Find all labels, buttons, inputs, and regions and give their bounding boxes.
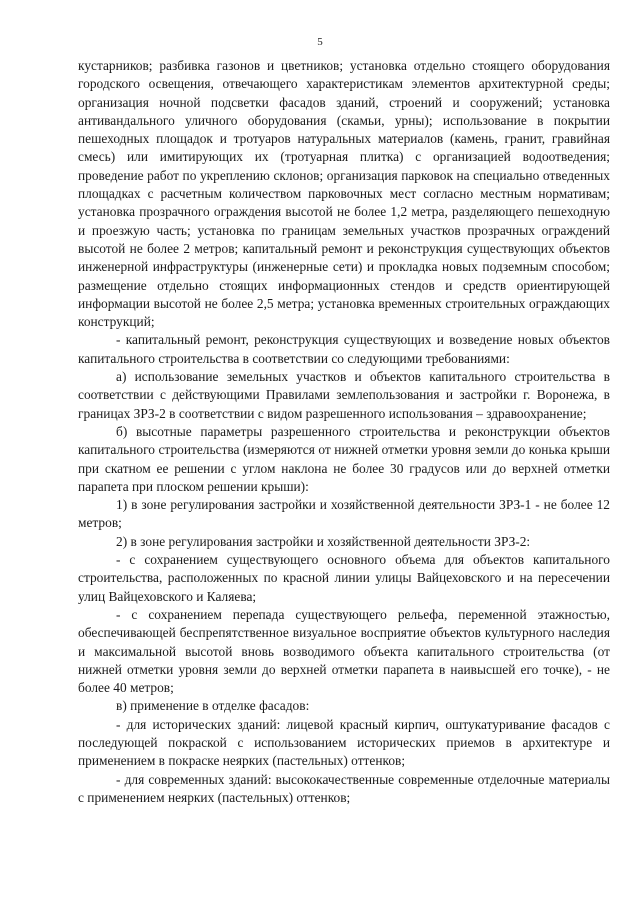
paragraph: б) высотные параметры разрешенного строительства и реконструкции объектов капитального строительства (измеряются от нижней отметки уровня земли до конька крыши при скатном ее решении с углом наклона не более 30 градусов или до верхней отметки парапета при плоском решении крыши): — [78, 423, 610, 494]
paragraph: 1) в зоне регулирования застройки и хозяйственной деятельности ЗРЗ-1 - не более 12 метров; — [78, 497, 610, 531]
paragraph: кустарников; разбивка газонов и цветников; установка отдельно стоящего оборудования городского освещения, отвечающего характеристикам элементов архитектурной среды; организация ночной подсветки фасадов зданий, строений и сооружений; установка антивандального уличного оборудования (скамьи, урны); использование в покрытии пешеходных площадок и тротуаров натуральных материалов (камень, гранит, гравийная смесь) или имитирующих их (тротуарная плитка) с организацией водоотведения; проведение работ по укреплению склонов; организация парковок на специально отведенных площадках с расчетным количеством парковочных мест согласно местным нормативам; установка прозрачного ограждения высотой не более 1,2 метра, разделяющего пешеходную и проезжую часть; установка по границам земельных участков прозрачных ограждений высотой не более 2 метров; капитальный ремонт и реконструкция существующих объектов инженерной инфраструктуры (инженерные сети) и прокладка новых подземным способом; размещение отдельно стоящих информационных стендов и средств ориентирующей информации высотой не более 2,5 метра; установка временных строительных ограждающих конструкций; — [78, 58, 610, 330]
paragraph: - капитальный ремонт, реконструкция существующих и возведение новых объектов капитального строительства в соответствии со следующими требованиями: — [78, 332, 610, 366]
paragraph: а) использование земельных участков и объектов капитального строительства в соответствии с действующими Правилами землепользования и застройки г. Воронежа, в границах ЗРЗ-2 в соответствии с видом разрешенного использования – здравоохранение; — [78, 369, 610, 421]
paragraph: - с сохранением существующего основного объема для объектов капитального строительства, расположенных по красной линии улицы Вайцеховского и на пересечении улиц Вайцеховского и Каляева; — [78, 552, 610, 604]
document-body — [78, 57, 610, 807]
paragraph: 2) в зоне регулирования застройки и хозяйственной деятельности ЗРЗ-2: — [116, 533, 531, 549]
paragraph: - с сохранением перепада существующего рельефа, переменной этажностью, обеспечивающей беспрепятственное визуальное восприятие объектов культурного наследия и максимальной высотой вновь возводимого объекта капитального строительства (от нижней отметки уровня земли до верхней отметки парапета в наивысшей его точке), - не более 40 метров; — [78, 606, 610, 696]
page-number: 5 — [317, 36, 323, 48]
paragraph: в) применение в отделке фасадов: — [116, 698, 310, 714]
paragraph: - для современных зданий: высококачественные современные отделочные материалы с применением неярких (пастельных) оттенков; — [78, 771, 610, 805]
paragraph: - для исторических зданий: лицевой красный кирпич, оштукатуривание фасадов с последующей покраской с использованием исторических приемов в архитектуре и применением в покраске неярких (пастельных) оттенков; — [78, 716, 610, 769]
